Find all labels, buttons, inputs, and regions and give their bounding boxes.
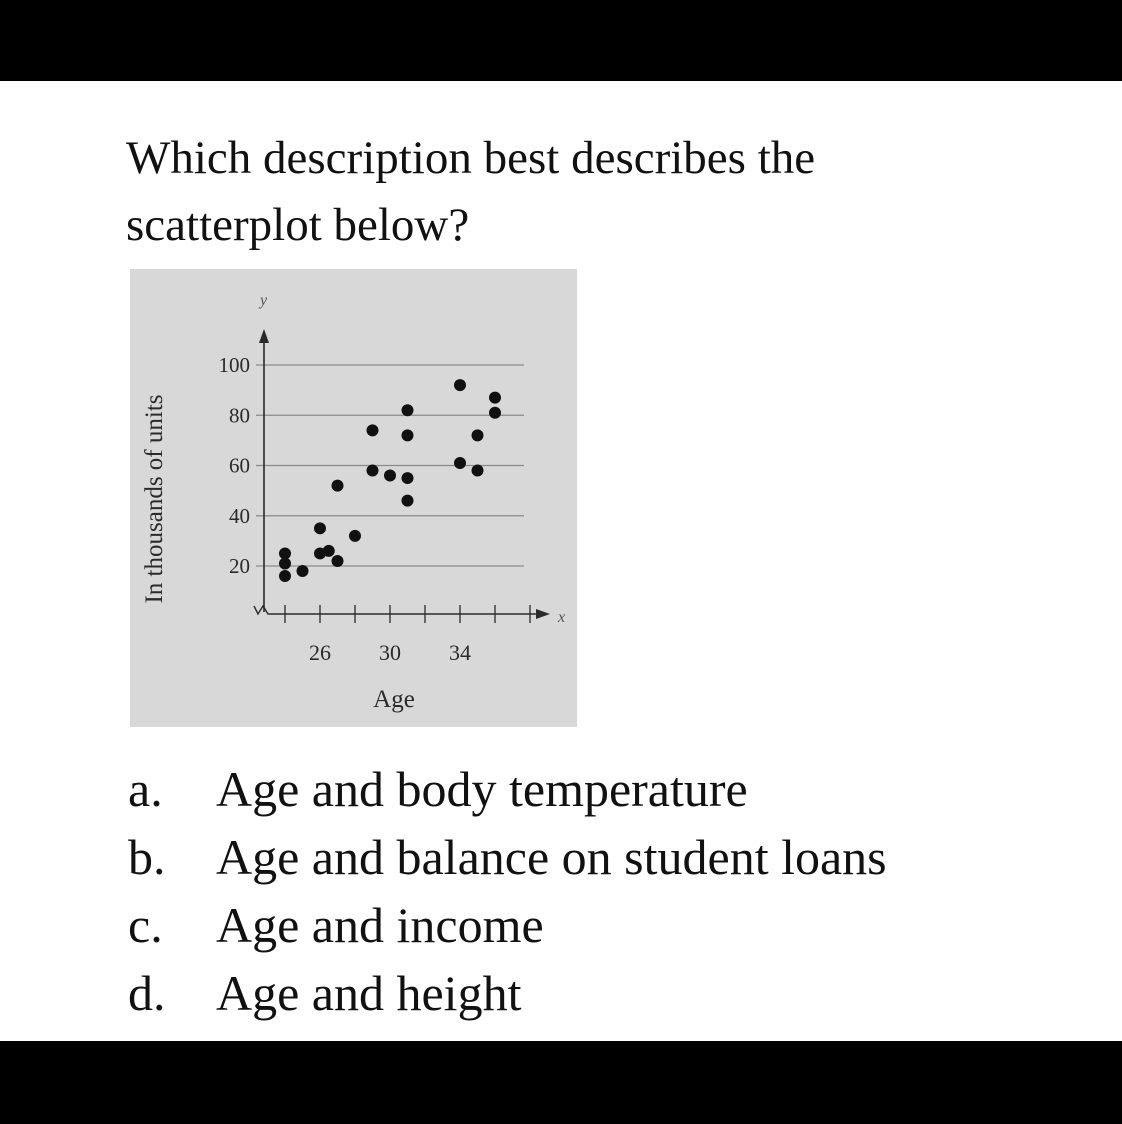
data-point-6 xyxy=(323,545,335,557)
x-axis-symbol: x xyxy=(558,609,566,626)
data-point-20 xyxy=(472,429,484,441)
option-b[interactable] xyxy=(128,823,887,891)
option-d-letter: d. xyxy=(128,965,166,1021)
question-line-1: Which description best describes the xyxy=(126,132,816,184)
data-point-13 xyxy=(402,472,414,484)
data-point-11 xyxy=(367,424,379,436)
data-point-10 xyxy=(367,465,379,477)
option-d[interactable] xyxy=(128,959,887,1027)
worksheet-page xyxy=(0,81,1122,1041)
data-point-22 xyxy=(489,392,501,404)
option-d-text: Age and height xyxy=(216,965,522,1021)
y-tick-label-80: 80 xyxy=(229,403,250,428)
option-c[interactable] xyxy=(128,891,887,959)
question-text xyxy=(126,125,1026,259)
option-a[interactable] xyxy=(128,755,887,823)
y-axis-title: In thousands of units xyxy=(141,394,168,604)
y-tick-label-40: 40 xyxy=(229,503,250,528)
data-point-9 xyxy=(349,530,361,542)
answer-options xyxy=(128,755,887,1027)
data-point-1 xyxy=(279,557,291,569)
question-line-2: scatterplot below? xyxy=(126,199,470,251)
option-b-letter: b. xyxy=(128,829,166,885)
data-point-7 xyxy=(332,555,344,567)
scatterplot-figure xyxy=(130,269,577,727)
option-c-letter: c. xyxy=(128,897,163,953)
option-a-text: Age and body temperature xyxy=(216,761,748,817)
data-point-3 xyxy=(297,565,309,577)
x-tick-label-30: 30 xyxy=(379,640,401,665)
y-tick-label-100: 100 xyxy=(218,353,250,377)
data-point-16 xyxy=(402,429,414,441)
y-axis-symbol: y xyxy=(260,292,268,309)
x-tick-label-26: 26 xyxy=(309,640,331,665)
option-a-letter: a. xyxy=(128,761,163,817)
data-point-18 xyxy=(454,457,466,469)
x-axis-arrow xyxy=(536,609,550,619)
data-point-19 xyxy=(472,465,484,477)
data-point-4 xyxy=(314,522,326,534)
x-tick-label-34: 34 xyxy=(449,640,471,665)
option-b-text: Age and balance on student loans xyxy=(216,829,887,885)
y-axis-arrow xyxy=(259,329,269,343)
data-point-12 xyxy=(384,470,396,482)
data-point-15 xyxy=(402,404,414,416)
y-tick-label-60: 60 xyxy=(229,453,250,478)
data-point-8 xyxy=(332,480,344,492)
data-point-14 xyxy=(402,495,414,507)
data-point-2 xyxy=(279,570,291,582)
y-tick-label-20: 20 xyxy=(229,554,250,578)
data-point-17 xyxy=(454,379,466,391)
data-point-21 xyxy=(489,407,501,419)
option-c-text: Age and income xyxy=(216,897,544,953)
scatterplot xyxy=(130,269,577,727)
x-axis-title: Age xyxy=(373,686,415,713)
